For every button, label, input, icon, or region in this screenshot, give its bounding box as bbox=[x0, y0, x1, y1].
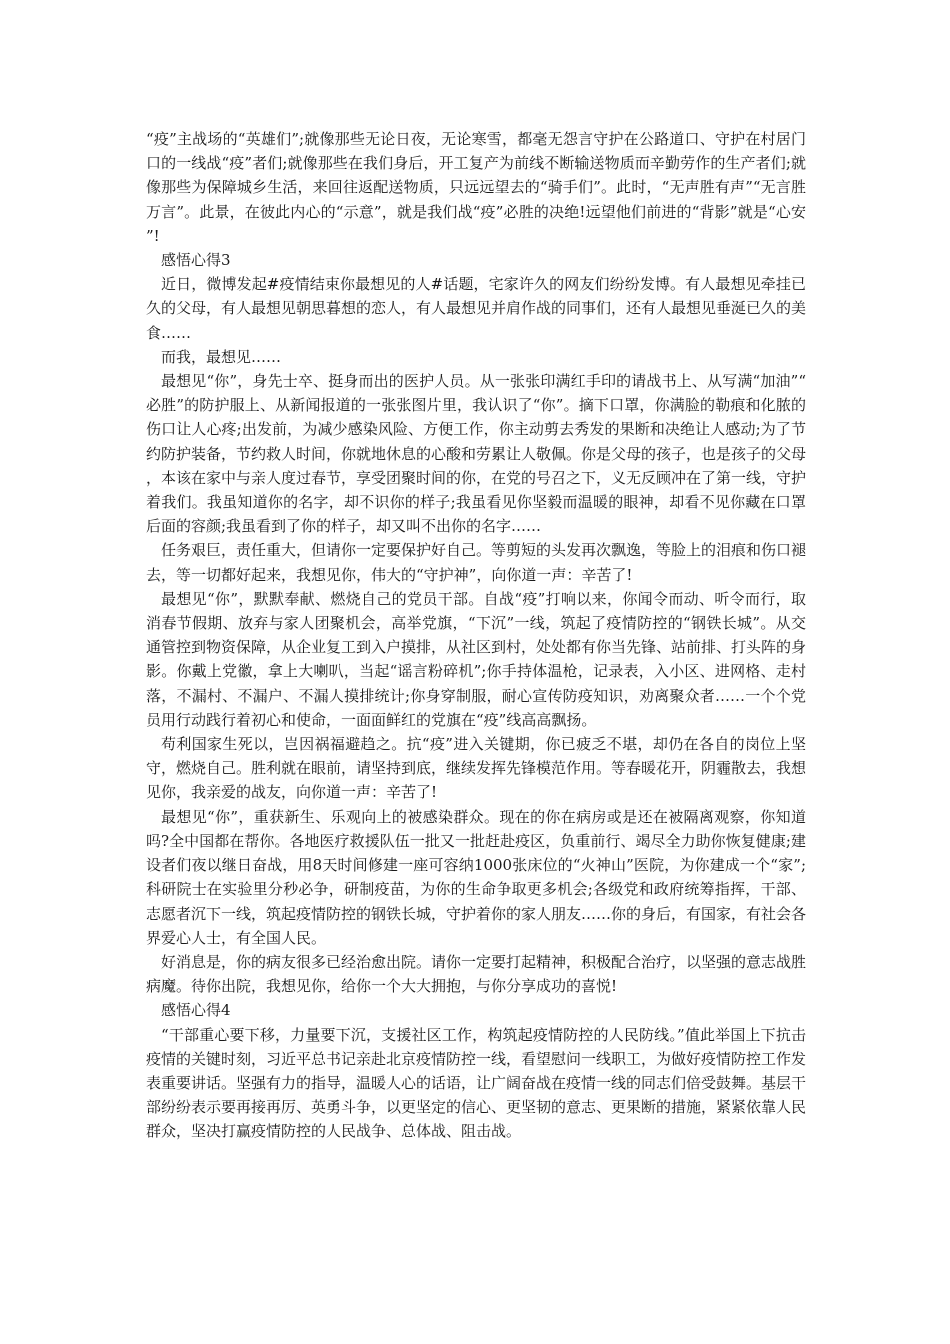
paragraph-party-cadres: 最想见“你”，默默奉献、燃烧自己的党员干部。自战“疫”打响以来，你闻令而动、听令而行，取消春节假期、放弃与家人团聚机会，高举党旗，“下沉”一线，筑起了疫情防控的“钢铁长城”。从交通管控到物资保障，从企业复工到入户摸排，从社区到村，处处都有你当先锋、站前排、打头阵的身影。你戴上党徽，拿上大喇叭，当起“谣言粉碎机”;你手持体温枪，记录表，入小区、进网格、走村落，不漏村、不漏户、不漏人摸排统计;你身穿制服，耐心宣传防疫知识，劝离聚众者……一个个党员用行动践行着初心和使命，一面面鲜红的党旗在“疫”线高高飘扬。 bbox=[146, 589, 807, 729]
section-heading-4: 感悟心得4 bbox=[161, 1001, 231, 1020]
paragraph-patients: 最想见“你”，重获新生、乐观向上的被感染群众。现在的你在病房或是还在被隔离观察，你知道吗?全中国都在帮你。各地医疗救援队伍一批又一批赶赴疫区，负重前行、竭尽全力助你恢复健康;建设者们夜以继日奋战，用8天时间修建一座可容纳1000张床位的“火神山”医院，为你建成一个“家”;科研院士在实验里分秒必争，研制疫苗，为你的生命争取更多机会;各级党和政府统筹指挥，干部、志愿者沉下一线，筑起疫情防控的钢铁长城，守护着你的家人朋友……你的身后，有国家，有社会各界爱心人士，有全国人民。 bbox=[146, 807, 807, 947]
paragraph-good-news: 好消息是，你的病友很多已经治愈出院。请你一定要打起精神，积极配合治疗，以坚强的意志战胜病魔。待你出院，我想见你，给你一个大大拥抱，与你分享成功的喜悦! bbox=[146, 952, 807, 996]
paragraph-protect-yourself: 任务艰巨，责任重大，但请你一定要保护好自己。等剪短的头发再次飘逸，等脸上的泪痕和伤口褪去，等一切都好起来，我想见你，伟大的“守护神”，向你道一声：辛苦了! bbox=[146, 541, 807, 584]
section-heading-3: 感悟心得3 bbox=[161, 251, 231, 270]
paragraph-weibo-topic: 近日，微博发起#疫情结束你最想见的人#话题，宅家许久的网友们纷纷发博。有人最想见牵挂已久的父母，有人最想见朝思暮想的恋人，有人最想见并肩作战的同事们，还有人最想见垂涎已久的美食…… bbox=[146, 275, 807, 342]
paragraph-comrades: 苟利国家生死以，岂因祸福避趋之。抗“疫”进入关键期，你已疲乏不堪，却仍在各自的岗位上坚守，燃烧自己。胜利就在眼前，请坚持到底，继续发挥先锋模范作用。等春暖花开，阴霾散去，我想见你，我亲爱的战友，向你道一声：辛苦了! bbox=[146, 735, 807, 802]
paragraph-i-want-to-see: 而我，最想见…… bbox=[161, 347, 282, 366]
paragraph-heroes: “疫”主战场的“英雄们”;就像那些无论日夜，无论寒雪，都毫无怨言守护在公路道口、守护在村居门口的一线战“疫”者们;就像那些在我们身后，开工复产为前线不断输送物质而辛勤劳作的生产者们;就像那些为保障城乡生活，来回往返配送物质，只远远望去的“骑手们”。此时，“无声胜有声”“无言胜万言”。此景，在彼此内心的“示意”，就是我们战“疫”必胜的决绝!远望他们前进的“背影”就是“心安”! bbox=[146, 130, 806, 245]
document-body bbox=[146, 127, 806, 1144]
paragraph-medical-staff: 最想见“你”，身先士卒、挺身而出的医护人员。从一张张印满红手印的请战书上、从写满“加油”“必胜”的防护服上、从新闻报道的一张张图片里，我认识了“你”。摘下口罩，你满脸的勒痕和化脓的伤口让人心疼;出发前，为减少感染风险、方便工作，你主动剪去秀发的果断和决绝让人感动;为了节约防护装备，节约救人时间，你就地休息的心酸和劳累让人敬佩。你是父母的孩子，也是孩子的父母，本该在家中与亲人度过春节，享受团聚时间的你，在党的号召之下，义无反顾冲在了第一线，守护着我们。我虽知道你的名字，却不识你的样子;我虽看见你坚毅而温暖的眼神，却看不见你藏在口罩后面的容颜;我虽看到了你的样子，却又叫不出你的名字…… bbox=[146, 372, 807, 536]
paragraph-cadres-move-down: “干部重心要下移，力量要下沉，支援社区工作，构筑起疫情防控的人民防线。”值此举国上下抗击疫情的关键时刻，习近平总书记亲赴北京疫情防控一线，看望慰问一线职工，为做好疫情防控工作发表重要讲话。坚强有力的指导，温暖人心的话语，让广阔奋战在疫情一线的同志们倍受鼓舞。基层干部纷纷表示要再接再厉、英勇斗争，以更坚定的信心、更坚韧的意志、更果断的措施，紧紧依靠人民群众，坚决打赢疫情防控的人民战争、总体战、阻击战。 bbox=[146, 1025, 807, 1141]
